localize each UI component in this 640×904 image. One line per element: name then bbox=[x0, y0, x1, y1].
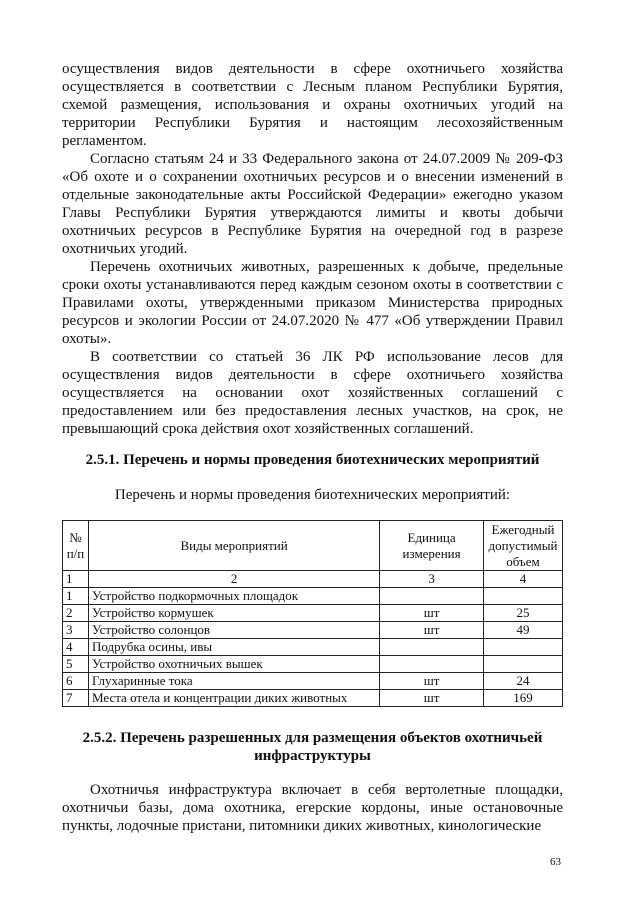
row-measure: Устройство охотничьих вышек bbox=[88, 656, 379, 673]
page-number: 63 bbox=[550, 856, 561, 868]
table-row bbox=[63, 690, 563, 707]
row-volume: 49 bbox=[484, 622, 563, 639]
row-measure: Места отела и концентрации диких животных bbox=[88, 690, 379, 707]
index-cell: 2 bbox=[88, 571, 379, 588]
header-unit: Единица измерения bbox=[380, 521, 484, 571]
paragraph-federal-law: Согласно статьям 24 и 33 Федерального закона от 24.07.2009 № 209-ФЗ «Об охоте и о сохранении охотничьих ресурсов и о внесении изменений в отдельные законодательные акты Российской Федерации» ежегодно указом Главы Республики Бурятия утверждаются лимиты и квоты добычи охотничьих ресурсов в Республике Бурятия на очередной год в разрезе охотничьих угодий. bbox=[62, 151, 563, 257]
header-measure-type: Виды мероприятий bbox=[88, 521, 379, 571]
paragraph-infrastructure: Охотничья инфраструктура включает в себя вертолетные площадки, охотничьи базы, дома охотника, егерские кордоны, иные остановочные пункты, лодочные пристани, питомники диких животных, кинологические bbox=[62, 782, 563, 834]
index-cell: 1 bbox=[63, 571, 89, 588]
row-number: 5 bbox=[63, 656, 89, 673]
section-heading-2-5-2: 2.5.2. Перечень разрешенных для размещения объектов охотничьей инфраструктуры bbox=[82, 730, 543, 764]
index-cell: 3 bbox=[380, 571, 484, 588]
row-measure: Устройство подкормочных площадок bbox=[88, 588, 379, 605]
header-number: № п/п bbox=[63, 521, 89, 571]
row-number: 1 bbox=[63, 588, 89, 605]
section-heading-2-5-1: 2.5.1. Перечень и нормы проведения биотехнических мероприятий bbox=[85, 452, 540, 468]
row-volume: 24 bbox=[484, 673, 563, 690]
row-measure: Подрубка осины, ивы bbox=[88, 639, 379, 656]
row-unit: шт bbox=[380, 622, 484, 639]
row-unit: шт bbox=[380, 673, 484, 690]
paragraph-forest-code: В соответствии со статьей 36 ЛК РФ использование лесов для осуществления видов деятельности в сфере охотничьего хозяйства осуществляется на основании охот хозяйственных соглашений с предоставлением или без предоставления лесных участков, на срок, не превышающий срока действия охот хозяйственных соглашений. bbox=[62, 349, 563, 437]
table-row bbox=[63, 673, 563, 690]
row-number: 3 bbox=[63, 622, 89, 639]
table-row bbox=[63, 622, 563, 639]
row-measure: Устройство солонцов bbox=[88, 622, 379, 639]
table-index-row bbox=[63, 571, 563, 588]
index-cell: 4 bbox=[484, 571, 563, 588]
paragraph-forest-plan: осуществления видов деятельности в сфере охотничьего хозяйства осуществляется в соответствии с Лесным планом Республики Бурятия, схемой размещения, использования и охраны охотничьих угодий на территории Республики Бурятия и настоящим лесохозяйственным регламентом. bbox=[62, 61, 563, 149]
biotech-measures-table bbox=[62, 520, 563, 707]
row-unit: шт bbox=[380, 605, 484, 622]
row-measure: Устройство кормушек bbox=[88, 605, 379, 622]
row-volume: 169 bbox=[484, 690, 563, 707]
document-page bbox=[62, 60, 563, 835]
table-row bbox=[63, 605, 563, 622]
row-volume bbox=[484, 639, 563, 656]
table-row bbox=[63, 588, 563, 605]
table-row bbox=[63, 639, 563, 656]
row-unit bbox=[380, 639, 484, 656]
row-unit bbox=[380, 656, 484, 673]
paragraph-hunting-rules: Перечень охотничьих животных, разрешенных к добыче, предельные сроки охоты устанавливаются перед каждым сезоном охоты в соответствии с Правилами охоты, утвержденными приказом Министерства природных ресурсов и экологии России от 24.07.2020 № 477 «Об утверждении Правил охоты». bbox=[62, 259, 563, 347]
row-volume bbox=[484, 656, 563, 673]
row-number: 4 bbox=[63, 639, 89, 656]
row-unit: шт bbox=[380, 690, 484, 707]
row-volume bbox=[484, 588, 563, 605]
table-header-row bbox=[63, 521, 563, 571]
header-annual-volume: Ежегодный допустимый объем bbox=[484, 521, 563, 571]
row-number: 6 bbox=[63, 673, 89, 690]
row-number: 7 bbox=[63, 690, 89, 707]
row-unit bbox=[380, 588, 484, 605]
table-caption: Перечень и нормы проведения биотехнических мероприятий: bbox=[114, 487, 511, 503]
row-volume: 25 bbox=[484, 605, 563, 622]
table-row bbox=[63, 656, 563, 673]
row-number: 2 bbox=[63, 605, 89, 622]
row-measure: Глухаринные тока bbox=[88, 673, 379, 690]
